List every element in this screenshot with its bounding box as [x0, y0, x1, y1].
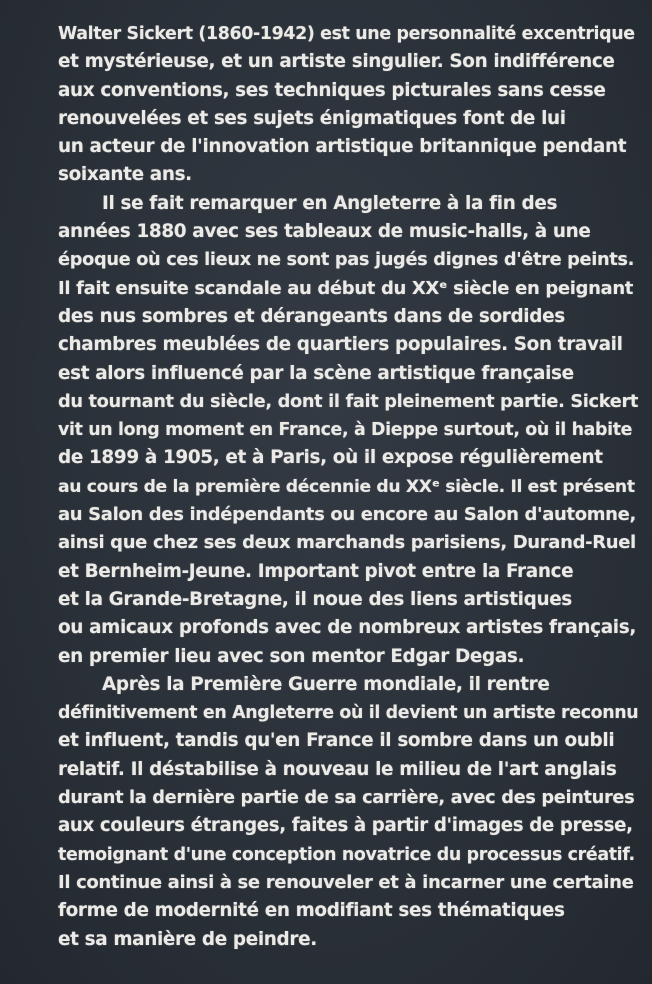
- text-line: Il fait ensuite scandale au début du XXᵉ siècle en peignant: [58, 277, 634, 299]
- paragraph-start-line: Après la Première Guerre mondiale, il rentre: [102, 673, 550, 695]
- text-line: années 1880 avec ses tableaux de music-halls, à une: [58, 221, 591, 243]
- text-line: et influent, tandis qu'en France il sombre dans un oubli: [58, 730, 615, 752]
- text-line: et la Grande-Bretagne, il noue des liens artistiques: [58, 588, 572, 610]
- text-line: ainsi que chez ses deux marchands parisiens, Durand-Ruel: [58, 532, 636, 554]
- text-line: relatif. Il déstabilise à nouveau le milieu de l'art anglais: [58, 758, 617, 780]
- text-line: Walter Sickert (1860-1942) est une personnalité excentrique: [58, 24, 635, 44]
- text-line: des nus sombres et dérangeants dans de sordides: [58, 305, 565, 327]
- wall-text-block: [58, 20, 639, 954]
- text-line: forme de modernité en modifiant ses thématiques: [58, 900, 565, 922]
- text-line: temoignant d'une conception novatrice du processus créatif.: [58, 844, 635, 865]
- text-line: ou amicaux profonds avec de nombreux artistes français,: [58, 617, 636, 639]
- text-line: du tournant du siècle, dont il fait pleinement partie. Sickert: [58, 390, 639, 412]
- text-line: est alors influencé par la scène artistique française: [58, 362, 574, 384]
- text-line: en premier lieu avec son mentor Edgar Degas.: [58, 645, 525, 667]
- text-line: aux conventions, ses techniques picturales sans cesse: [58, 79, 606, 101]
- text-line: chambres meublées de quartiers populaires. Son travail: [58, 334, 623, 356]
- text-line: définitivement en Angleterre où il devient un artiste reconnu: [58, 703, 639, 724]
- text-line: époque où ces lieux ne sont pas jugés dignes d'être peints.: [58, 249, 635, 271]
- text-line: au cours de la première décennie du XXᵉ siècle. Il est présent: [58, 476, 635, 497]
- paragraph-start-line: Il se fait remarquer en Angleterre à la fin des: [102, 192, 558, 214]
- text-line: aux couleurs étranges, faites à partir d'images de presse,: [58, 815, 633, 837]
- text-line: Il continue ainsi à se renouveler et à incarner une certaine: [58, 871, 634, 893]
- text-line: renouvelées et ses sujets énigmatiques font de lui: [58, 107, 566, 129]
- text-line: de 1899 à 1905, et à Paris, où il expose régulièrement: [58, 447, 603, 469]
- text-line: durant la dernière partie de sa carrière, avec des peintures: [58, 787, 635, 809]
- text-line: un acteur de l'innovation artistique britannique pendant: [58, 136, 627, 158]
- text-line: et sa manière de peindre.: [58, 928, 317, 950]
- text-line: vit un long moment en France, à Dieppe surtout, où il habite: [58, 420, 633, 441]
- text-line: et Bernheim-Jeune. Important pivot entre la France: [58, 560, 574, 582]
- text-line: et mystérieuse, et un artiste singulier. Son indifférence: [58, 51, 615, 73]
- text-line: soixante ans.: [58, 164, 192, 186]
- text-line: au Salon des indépendants ou encore au Salon d'automne,: [58, 504, 636, 526]
